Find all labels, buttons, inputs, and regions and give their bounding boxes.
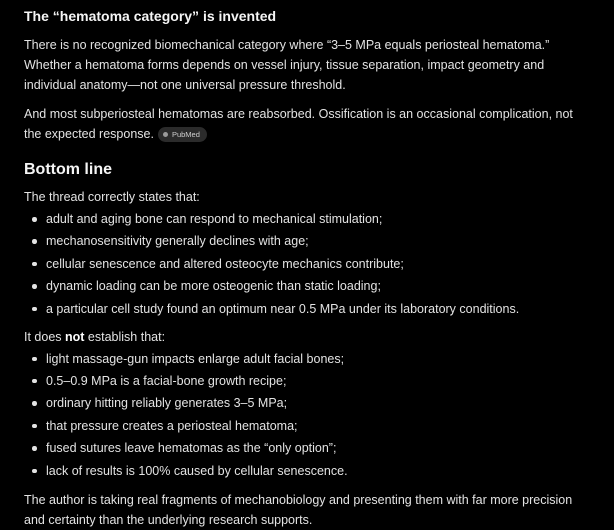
lead-not-established [24,327,590,347]
list-correct-statements [24,209,590,319]
list-item: lack of results is 100% caused by cellular senescence. [46,461,590,481]
paragraph-conclusion: The author is taking real fragments of mechanobiology and presenting them with far more precision and certainty than the underlying research supports. [24,492,573,527]
citation-label: PubMed [171,130,200,139]
paragraph-hematoma-threshold: There is no recognized biomechanical category where “3–5 MPa equals periosteal hematoma.” Whether a hematoma forms depends on vessel injury, tissue separation, impact geometry and individual anatomy—not one universal pressure threshold. [24,38,550,92]
list-item: mechanosensitivity generally declines with age; [46,231,590,251]
source-dot-icon [163,132,168,137]
lead-correct-statements: The thread correctly states that: [24,190,200,204]
list-not-established [24,349,590,481]
lead-not-emphasis: not [65,329,85,344]
paragraph-reabsorption [24,104,590,144]
list-item: dynamic loading can be more osteogenic than static loading; [46,276,590,296]
list-item: fused sutures leave hematomas as the “only option”; [46,438,590,458]
list-item: that pressure creates a periosteal hematoma; [46,416,590,436]
list-item: a particular cell study found an optimum near 0.5 MPa under its laboratory conditions. [46,299,590,319]
list-item: light massage-gun impacts enlarge adult facial bones; [46,349,590,369]
list-item: cellular senescence and altered osteocyte mechanics contribute; [46,254,590,274]
paragraph-reabsorption-text: And most subperiosteal hematomas are reabsorbed. Ossification is an occasional complication, not the expected response. [24,107,573,141]
list-item: 0.5–0.9 MPa is a facial-bone growth recipe; [46,371,590,391]
list-item: ordinary hitting reliably generates 3–5 MPa; [46,393,590,413]
section-heading-bottom-line: Bottom line [24,161,112,178]
lead-not-established-suffix: establish that: [84,329,166,344]
list-item: adult and aging bone can respond to mechanical stimulation; [46,209,590,229]
citation-badge-pubmed[interactable] [158,127,207,142]
section-heading-hematoma: The “hematoma category” is invented [24,8,277,24]
lead-not-established-prefix: It does [24,329,65,344]
